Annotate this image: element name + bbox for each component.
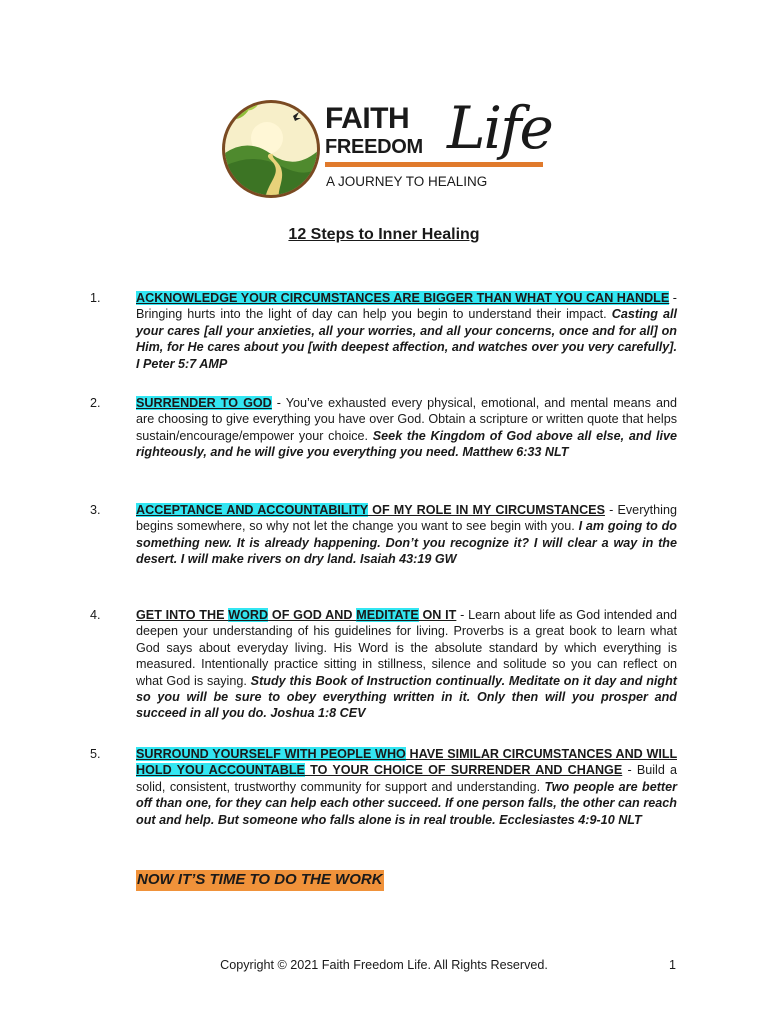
step-body — [136, 607, 677, 722]
footer-copyright: Copyright © 2021 Faith Freedom Life. All Rights Reserved. — [220, 958, 548, 972]
step-text: - Everything begins somewhere, so why not let the change you want to see begin with you. — [136, 503, 677, 534]
step-number: 3. — [90, 503, 101, 517]
step-body — [136, 290, 677, 372]
step-number: 1. — [90, 291, 101, 305]
brand-tagline: A JOURNEY TO HEALING — [326, 174, 488, 189]
brand-life: Life — [447, 94, 552, 162]
faith-freedom-life-logo — [221, 96, 551, 200]
scripture-quote: I am going to do something new. It is already happening. Don’t you recognize it? I will clear a way in the desert. I will make rivers on dry land. Isaiah 43:19 GW — [136, 519, 677, 567]
page-number: 1 — [669, 958, 677, 972]
scripture-quote: Study this Book of Instruction continually. Meditate on it day and night so you will be sure to obey everything written in it. Only then will you prosper and succeed in all you do. Joshua 1:8 CEV — [136, 673, 677, 721]
step-heading-highlight: WORD — [228, 608, 269, 622]
brand-divider — [325, 162, 543, 167]
scripture-quote: Seek the Kingdom of God above all else, and live righteously, and he will give you everything you need. Matthew 6:33 NLT — [136, 428, 677, 460]
step-number: 5. — [90, 747, 101, 761]
logo-wordmark — [323, 96, 551, 200]
step-body — [136, 746, 677, 828]
step-text: - Bringing hurts into the light of day can help you begin to understand their impact. — [136, 291, 677, 322]
step-body — [136, 502, 677, 568]
step-text: - Learn about life as God intended and deepen your understanding of his guidelines for living. Proverbs is a great book to learn what God says about everyday living. His Word is the absolute standard by which everything is measured. Intentionally practice sitting in stillness, silence and solitude so you can reflect on what God is saying. — [136, 608, 677, 688]
step-heading: GET INTO THE — [136, 608, 229, 622]
step-heading: OF MY ROLE IN MY CIRCUMSTANCES — [367, 503, 605, 517]
brand-faith: FAITH — [325, 102, 410, 135]
call-to-action: NOW IT’S TIME TO DO THE WORK — [136, 870, 384, 891]
scripture-quote: Two people are better off than one, for they can help each other succeed. If one person falls, the other can reach out and help. But someone who falls alone is in real trouble. Ecclesiastes 4:9-10 NLT — [136, 779, 677, 827]
step-number: 2. — [90, 396, 101, 410]
step-heading-highlight: ACKNOWLEDGE YOUR CIRCUMSTANCES ARE BIGGER THAN WHAT YOU CAN HANDLE — [136, 291, 670, 305]
step-body — [136, 395, 677, 461]
step-heading: ON IT — [418, 608, 457, 622]
step-heading-highlight: MEDITATE — [356, 608, 419, 622]
step-number: 4. — [90, 608, 101, 622]
step-text: - Build a solid, consistent, trustworthy community for support and understanding. — [136, 763, 678, 794]
step-text: - You’ve exhausted every physical, emotional, and mental means and are choosing to give everything you have over God. Obtain a scripture or written quote that helps sustain/encourage/empower your choice. — [136, 396, 677, 443]
step-heading: TO YOUR CHOICE OF SURRENDER AND CHANGE — [304, 763, 623, 778]
step-heading: HAVE SIMILAR CIRCUMSTANCES AND WILL — [405, 747, 677, 761]
page-title: 12 Steps to Inner Healing — [288, 226, 480, 243]
brand-freedom: FREEDOM — [325, 136, 423, 158]
step-heading-highlight: SURROUND YOURSELF WITH PEOPLE WHO — [136, 747, 406, 761]
step-heading: OF GOD AND — [268, 608, 357, 622]
scripture-quote: Casting all your cares [all your anxieties, all your worries, and all your concerns, once and for all] on Him, for He cares about you [with deepest affection, and watches over you very carefully]. I Peter 5:7 AMP — [136, 307, 677, 371]
step-heading-highlight: SURRENDER TO GOD — [136, 396, 272, 410]
step-heading-highlight: HOLD YOU ACCOUNTABLE — [136, 763, 305, 778]
step-heading-highlight: ACCEPTANCE AND ACCOUNTABILITY — [136, 503, 368, 517]
landscape-emblem-icon — [221, 96, 321, 200]
